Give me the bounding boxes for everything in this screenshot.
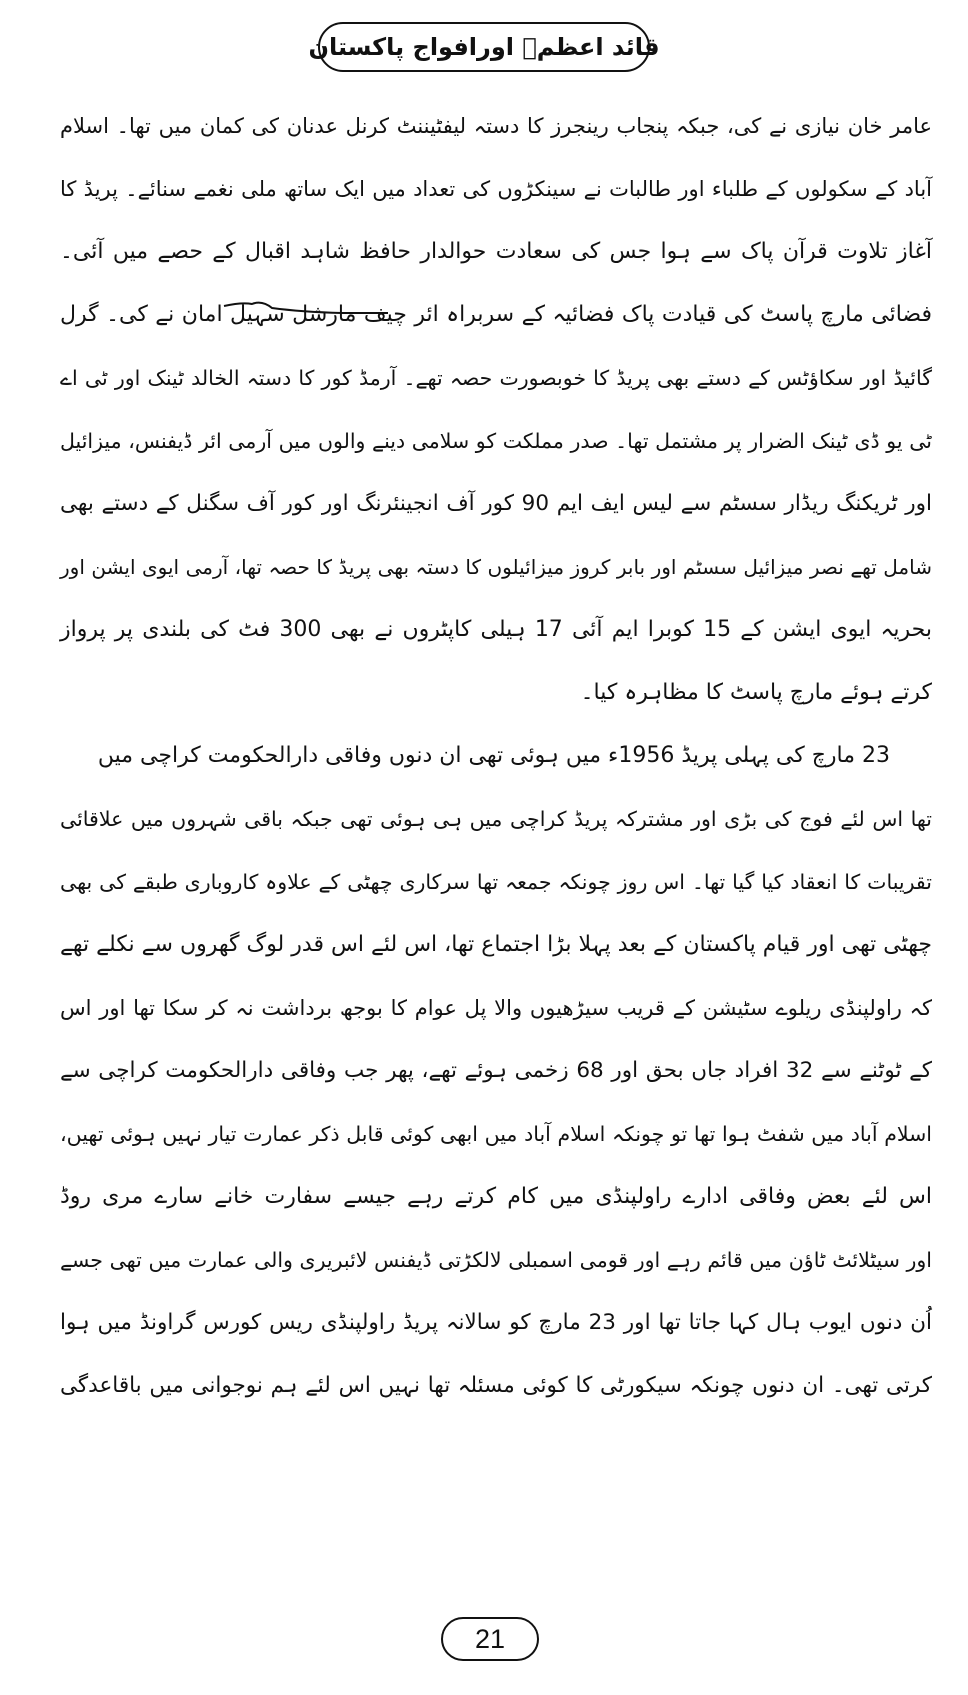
running-header-title: قائد اعظمؒ اورافواج پاکستان	[318, 22, 650, 72]
body-text	[60, 106, 932, 1429]
text-line: اسلام آباد میں شفٹ ہوا تھا تو چونکہ اسلام آباد میں ابھی کوئی قابل ذکر عمارت تیار نہیں ہوئی تھیں،	[60, 1122, 932, 1146]
text-line: آباد کے سکولوں کے طلباء اور طالبات نے سینکڑوں کی تعداد میں ایک ساتھ ملی نغمے سنائے۔ پریڈ کا	[60, 177, 932, 201]
text-line: کہ راولپنڈی ریلوے سٹیشن کے قریب سیڑھیوں والا پل عوام کا بوجھ برداشت نہ کر سکا تھا اور اس	[60, 996, 932, 1020]
text-line: چھٹی تھی اور قیام پاکستان کے بعد پہلا بڑا اجتماع تھا، اس لئے اس قدر لوگ گھروں سے نکلے تھے	[60, 932, 932, 957]
handwritten-underline	[222, 300, 390, 316]
text-line: اور سیٹلائٹ ٹاؤن میں قائم رہے اور قومی اسمبلی لالکڑتی ڈیفنس لائبریری والی عمارت میں تھی جسے	[60, 1248, 932, 1272]
text-line: بحریہ ایوی ایشن کے 15 کوبرا ایم آئی 17 ہیلی کاپٹروں نے بھی 300 فٹ کی بلندی پر پرواز	[60, 617, 933, 642]
text-line: کے ٹوٹنے سے 32 افراد جاں بحق اور 68 زخمی ہوئے تھے، پھر جب وفاقی دارالحکومت کراچی سے	[60, 1058, 932, 1083]
text-line: شامل تھے نصر میزائیل سسٹم اور بابر کروز میزائیلوں کا دستہ بھی پریڈ کا حصہ تھا، آرمی ایوی ایشن اور	[60, 555, 932, 579]
text-line: کرتے ہوئے مارچ پاسٹ کا مظاہرہ کیا۔	[580, 680, 932, 705]
text-line: اور ٹریکنگ ریڈار سسٹم سے لیس ایف ایم 90 کور آف انجینئرنگ اور کور آف سگنل کے دستے بھی	[60, 491, 933, 516]
text-line: 23 مارچ کی پہلی پریڈ 1956ء میں ہوئی تھی ان دنوں وفاقی دارالحکومت کراچی میں	[97, 743, 890, 768]
text-line: عامر خان نیازی نے کی، جبکہ پنجاب رینجرز کا دستہ لیفٹیننٹ کرنل عدنان کی کمان میں تھا۔ اسلام	[60, 114, 932, 138]
text-line: تقریبات کا انعقاد کیا گیا تھا۔ اس روز چونکہ جمعہ تھا سرکاری چھٹی کے علاوہ کاروباری طبقے کی بھی	[60, 870, 932, 894]
text-line: فضائی مارچ پاسٹ کی قیادت پاک فضائیہ کے سربراہ ائر چیف مارشل سہیل امان نے کی۔ گرل	[60, 302, 932, 327]
text-line: تھا اس لئے فوج کی بڑی اور مشترکہ پریڈ کراچی میں ہی ہوئی تھی جبکہ باقی شہروں میں علاقائی	[60, 807, 932, 831]
page-number: 21	[441, 1617, 539, 1661]
text-line: اُن دنوں ایوب ہال کہا جاتا تھا اور 23 مارچ کو سالانہ پریڈ راولپنڈی ریس کورس گراونڈ میں ہوا	[60, 1310, 932, 1335]
text-line: اس لئے بعض وفاقی ادارے راولپنڈی میں کام کرتے رہے جیسے سفارت خانے سارے مری روڈ	[60, 1184, 932, 1209]
text-line: گائیڈ اور سکاؤٹس کے دستے بھی پریڈ کا خوبصورت حصہ تھے۔ آرمڈ کور کا دستہ الخالد ٹینک اور ٹی اے	[60, 366, 932, 390]
text-line: ٹی یو ڈی ٹینک الضرار پر مشتمل تھا۔ صدر مملکت کو سلامی دینے والوں میں آرمی ائر ڈیفنس، میزائیل	[60, 429, 932, 453]
text-line: کرتی تھی۔ ان دنوں چونکہ سیکورٹی کا کوئی مسئلہ تھا نہیں اس لئے ہم نوجوانی میں باقاعدگی	[60, 1373, 932, 1398]
text-line: آغاز تلاوت قرآن پاک سے ہوا جس کی سعادت حوالدار حافظ شاہد اقبال کے حصے میں آئی۔	[60, 239, 932, 264]
